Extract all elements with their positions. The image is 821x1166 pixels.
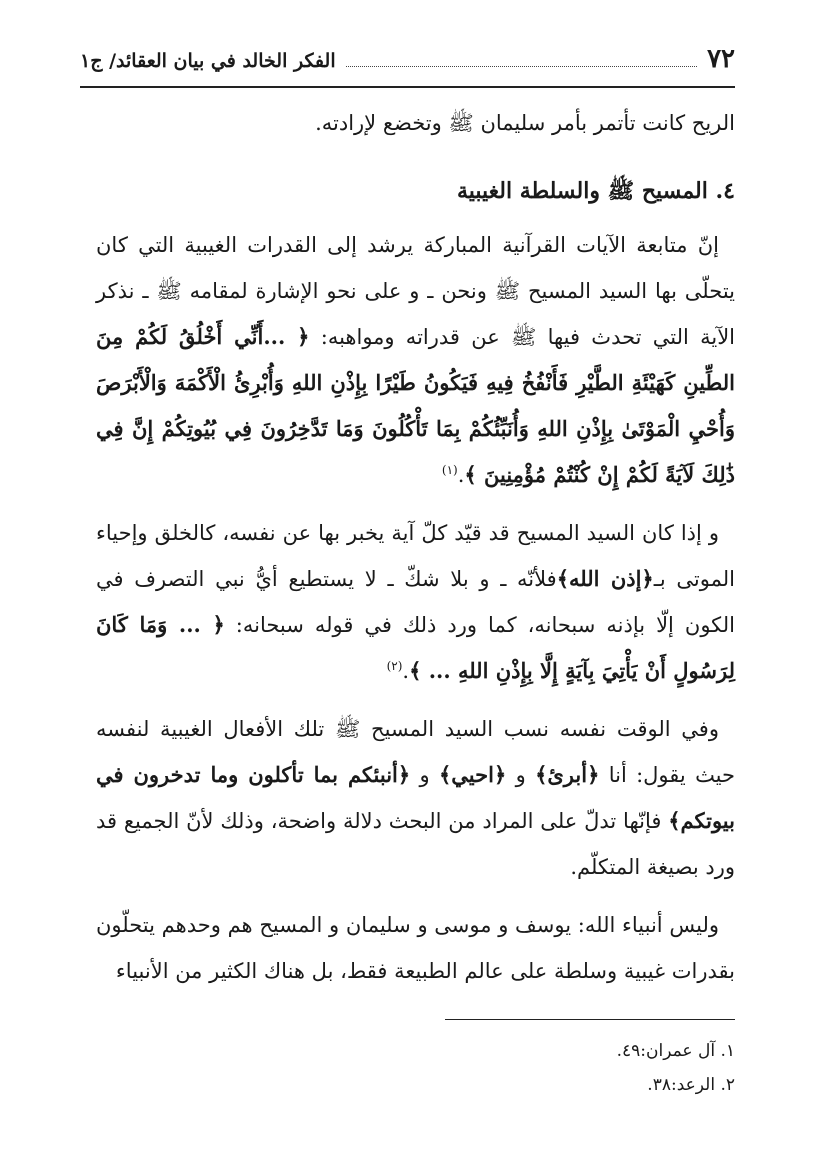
paragraph-5: وليس أنبياء الله: يوسف و موسى و سليمان و المسيح هم وحدهم يتحلّون بقدرات غيبية وسلطة على عالم الطبيعة فقط، بل هناك الكثير من الأنبياء xyxy=(96,913,735,983)
quran-phrase-idhn: ﴿إذن الله﴾ xyxy=(556,566,654,591)
main-text xyxy=(96,100,735,994)
footnote-ref-2: (٢) xyxy=(386,659,403,673)
conjunction-1: و xyxy=(506,763,536,787)
paragraph-2 xyxy=(96,222,735,498)
paragraph-3-end: . xyxy=(402,659,410,683)
paragraph-4-text-1: وفي الوقت نفسه نسب السيد المسيح ﷺ تلك الأفعال الغيبية لنفسه حيث يقول: أنا xyxy=(96,717,736,787)
header-leader-dots xyxy=(346,66,697,67)
footnotes xyxy=(335,1036,735,1104)
page-header xyxy=(80,44,735,74)
quran-phrase-unabbiukum: ﴿أنبئكم بما تأكلون وما تدخرون في بيوتكم﴾ xyxy=(96,762,735,833)
conjunction-2: و xyxy=(410,763,439,787)
quran-word-ubri: ﴿أبرئ﴾ xyxy=(535,762,600,787)
paragraph-3-text-1: و إذا كان السيد المسيح قد قيّد كلّ آية يخبر بها عن نفسه، كالخلق وإحياء الموتى بـ xyxy=(96,521,735,591)
running-title: الفكر الخالد في بيان العقائد/ ج١ xyxy=(80,50,336,72)
quran-verse-1: ﴿ ...أَنِّي أَخْلُقُ لَكُمْ مِنَ الطِّينِ كَهَيْئَةِ الطَّيْرِ فَأَنْفُخُ فِيهِ فَيَكُونُ طَيْرًا بِإِذْنِ اللهِ وَأُبْرِئُ الْأَكْمَهَ وَالْأَبْرَصَ وَأُحْيِ الْمَوْتَىٰ بِإِذْنِ اللهِ وَأُنَبِّئُكُمْ بِمَا تَأْكُلُونَ وَمَا تَدَّخِرُونَ فِي بُيُوتِكُمْ إِنَّ فِي ذَٰلِكَ لَآيَةً لَكُمْ إِنْ كُنْتُمْ مُؤْمِنِينَ ﴾ xyxy=(96,324,735,487)
paragraph-3 xyxy=(96,510,735,694)
paragraph-3-text-2: فلأنّه ـ و بلا شكّ ـ لا يستطيع أيُّ نبي التصرف في الكون إلّا بإذنه سبحانه، كما ورد ذلك في قوله سبحانه: xyxy=(96,567,735,637)
page-number: ٧٢ xyxy=(707,44,735,74)
quran-word-uhyi: ﴿احيي﴾ xyxy=(439,762,507,787)
paragraph-1: الريح كانت تأتمر بأمر سليمان ﷺ وتخضع لإرادته. xyxy=(315,111,735,135)
paragraph-4-text-2: فإنّها تدلّ على المراد من البحث دلالة واضحة، وذلك لأنّ الجميع قد ورد بصيغة المتكلّم. xyxy=(96,809,735,879)
section-heading: ٤. المسيح ﷺ والسلطة الغيبية xyxy=(456,178,735,204)
quran-verse-2: ﴿ ... وَمَا كَانَ لِرَسُولٍ أَنْ يَأْتِيَ بِآيَةٍ إِلَّا بِإِذْنِ اللهِ ... ﴾ xyxy=(96,612,735,683)
paragraph-2-end: . xyxy=(457,463,465,487)
footnote-separator xyxy=(445,1019,735,1020)
paragraph-2-text: إنّ متابعة الآيات القرآنية المباركة يرشد إلى القدرات الغيبية التي كان يتحلّى بها السيد المسيح ﷺ ونحن ـ و على نحو الإشارة لمقامه ﷺ ـ نذكر الآية التي تحدث فيها ﷺ عن قدراته ومواهبه: xyxy=(96,233,735,349)
footnote-ref-1: (١) xyxy=(441,463,458,477)
header-rule xyxy=(80,86,735,88)
footnote-1: ١. آل عمران:٤٩. xyxy=(616,1041,735,1061)
footnote-2: ٢. الرعد:٣٨. xyxy=(647,1075,735,1095)
paragraph-4 xyxy=(96,706,735,890)
